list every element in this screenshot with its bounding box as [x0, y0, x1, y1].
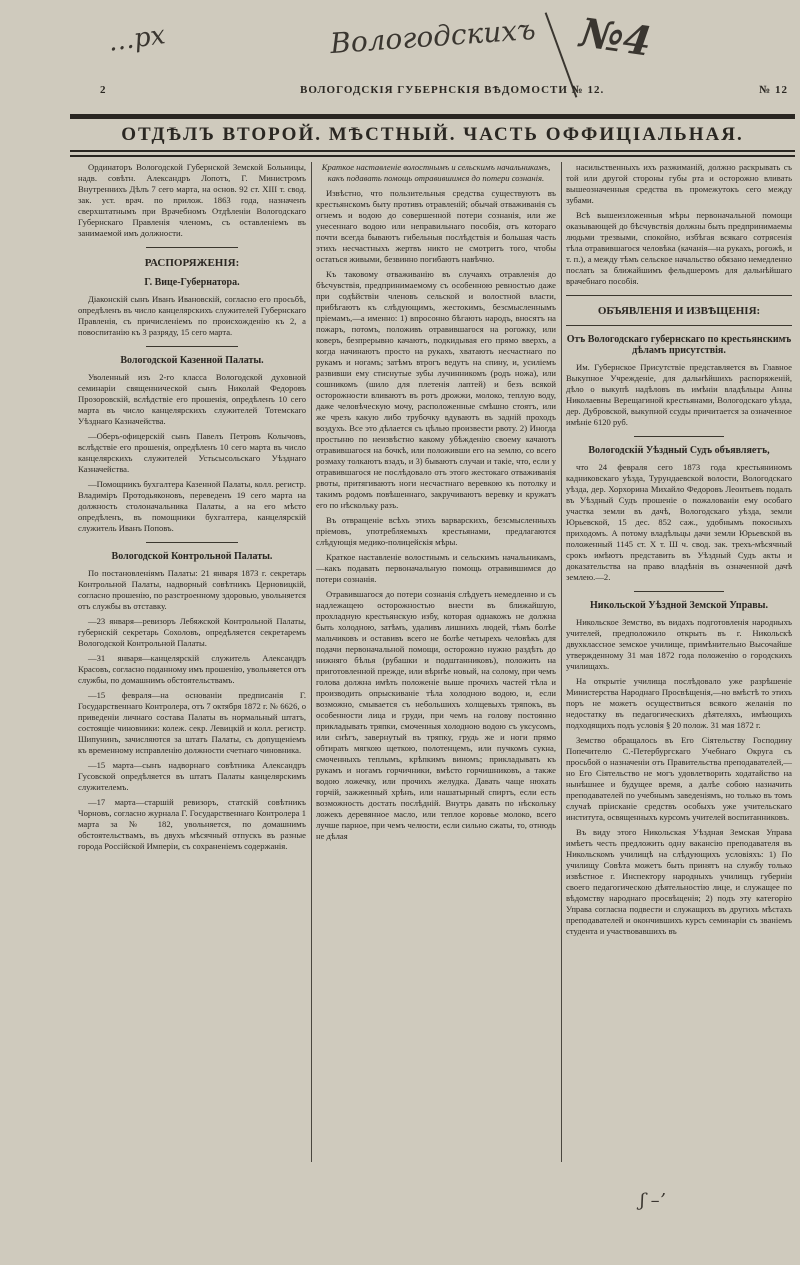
page-number-right: № 12: [759, 84, 788, 96]
handwritten-note-left: …рх: [106, 20, 168, 58]
column-2: [316, 162, 556, 846]
instruction-heading: Краткое наставленіе волостнымъ и сельскимъ начальникамъ, какъ подавать помощь отравившимся до потери сознанія.: [321, 162, 551, 183]
header-rule: [70, 114, 795, 119]
paragraph: —15 февраля—на основаніи предписанія Г. Государственнаго Контролера, отъ 7 октября 1872 г. № 6626, о приведеніи личнаго состава Палаты въ нормальный штатъ, состоящіе чиновники: колеж. секр. Левицкій и колл. регистр. Шипунинъ, зачисляются за штатъ Палаты, съ допущеніемъ къ временному исправленію должности счетнаго чиновника.: [78, 690, 306, 755]
paragraph: Всѣ вышеизложенныя мѣры первоначальной помощи оказывающей до бѣсчувствія должны быть предпринимаемы людьми трезвыми, спокойно, избѣгая всякаго сотрясенія тѣла отравившагося человѣка (качанія—на рукахъ, рогожѣ, и т. п.), а между тѣмъ сельское начальство обязано немедленно послать за ближайшимъ фельдшеромъ для дальнѣйшаго врачебнаго пособія.: [566, 210, 792, 286]
notices-heading: ОБЪЯВЛЕНІЯ И ИЗВѢЩЕНІЯ:: [597, 305, 761, 317]
paragraph: насильственныхъ ихъ разжиманій, должно раскрывать съ той или другой стороны губы рта и осторожно вливать вышеозначенныя средства въ промежутокъ сего между зубами.: [566, 162, 792, 205]
divider: [634, 591, 724, 592]
running-header: [70, 80, 790, 102]
column-1: [78, 162, 306, 856]
paragraph: —15 марта—сынъ надворнаго совѣтника Александръ Гусовской опредѣляется въ штатъ Палаты канцелярскимъ служителемъ.: [78, 760, 306, 792]
vice-governor-heading: Г. Вице-Губернатора.: [144, 277, 240, 288]
divider: [146, 247, 237, 248]
paragraph: —31 января—канцелярскій служитель Александръ Красовъ, согласно поданному имъ прошенію, увольняется отъ службы, по домашнимъ обстоятельствамъ.: [78, 653, 306, 685]
paragraph: Краткое наставленіе волостнымъ и сельскимъ начальникамъ,—какъ подавать первоначальную помощь отравившимся до потери сознанія.: [316, 552, 556, 584]
presence-heading: Отъ Вологодскаго губернскаго по крестьянскимъ дѣламъ присутствія.: [566, 334, 792, 356]
orders-heading: РАСПОРЯЖЕНІЯ:: [144, 257, 240, 269]
handwritten-number: №4: [577, 9, 655, 66]
divider: [146, 542, 237, 543]
divider: [566, 295, 792, 296]
paragraph: Извѣстно, что пользительныя средства существуютъ въ крестьянскомъ быту противъ отравленій; обычай отваживанія съ огнемъ и водою до совершенной потери сознанія, или же унесеннаго водою или неправильнаго пособія, отъ котораго почти всегда бываютъ гибельныя послѣдствія и большая часть этихъ несчастныхъ жертвъ никто не смотритъ того, чтобы остаться живыми, безвинно погибаютъ навѣчно.: [316, 188, 556, 264]
column-divider-2: [561, 162, 562, 1162]
divider: [566, 325, 792, 326]
paragraph: Никольское Земство, въ видахъ подготовленія народныхъ учителей, предположило открыть въ г. Никольскѣ двухклассное земское училище, примѣнительно Высочайше утвержденному 31 мая 1872 года положенію о городскихъ училищахъ.: [566, 617, 792, 671]
paragraph: —Оберъ-офицерскій сынъ Павелъ Петровъ Колычовъ, вслѣдствіе его прошенія, опредѣленъ 10 сего марта въ число канцелярскихъ служителей Устьсысольскаго Уѣзднаго Казначейства.: [78, 431, 306, 474]
paragraph: Діаконскій сынъ Иванъ Ивановскій, согласно его просьбѣ, опредѣленъ въ число канцелярскихъ служителей Губернскаго Правленія, съ причисленіемъ по происхожденію къ 2, а повоспитанію къ 3 разряду, 15 сего марта.: [78, 294, 306, 337]
column-divider-1: [311, 162, 312, 1162]
divider: [146, 346, 237, 347]
court-heading: Вологодскій Уѣздный Судъ объявляетъ,: [588, 445, 770, 456]
paragraph: Въ виду этого Никольская Уѣздная Земская Управа имѣетъ честь предложить одну вакансію преподавателя въ Никольскомъ училищѣ на слѣдующихъ условіяхъ: 1) По училищу Совѣта можетъ быть принятъ на службу только извѣстное г. Инспектору народныхъ училищъ губерніи своего педагогическою дѣятельностію лице, и служащее по вѣдомству народнаго просвѣщенія; 2) подъ эту категорію Управа согласна подвести и служащихъ въ другихъ мѣстахъ преподавателей и окончившихъ курсъ семинаріи съ званіемъ студента и участвовавшихъ въ: [566, 827, 792, 936]
running-title: ВОЛОГОДСКІЯ ГУБЕРНСКІЯ ВѢДОМОСТИ № 12.: [300, 84, 605, 96]
paragraph: Въ отвращеніе всѣхъ этихъ варварскихъ, безсмысленныхъ пріемовъ, употребляемыхъ крестьянами, предлагаются слѣдующія медико-полицейскія мѣры.: [316, 515, 556, 547]
paragraph: что 24 февраля сего 1873 года крестьяниномъ кадниковскаго уѣзда, Турундаевской волости, Вологодскаго уѣзда, дер. Хорхорина Михайло Федоровъ Леонтьевъ подалъ въ Уѣздный Судъ прошеніе о пожалованіи ему особаго участка земли въ дачѣ, Вологодскаго уѣзда, земли Юрьевской, 15 дес. 852 саж., удобнымъ покосныхъ приходомъ. А потому владѣльцы дачи земли Юрьевской въ положенный 1145 ст. X т. Ш ч. свод. зак. трехъ-мѣсячный срокъ имѣютъ представить въ Уѣздный Судъ акты и доказательства на право владѣнія въ означенной дачѣ землею.—2.: [566, 462, 792, 582]
zemstvo-heading: Никольской Уѣздной Земской Управы.: [590, 600, 768, 611]
handwritten-note-center: Вологодскихъ: [329, 12, 537, 61]
paragraph: На открытіе училища послѣдовало уже разрѣшеніе Министерства Народнаго Просвѣщенія,—но вмѣстѣ то этихъ поръ не можетъ осуществиться всякого желанія по недостатку въ педагогическихъ дѣятеляхъ, имѣющихъ подходящихъ подъ условія § 20 полож. 31 мая 1872 г.: [566, 676, 792, 730]
title-rule-bottom: [70, 155, 795, 157]
paragraph: Къ таковому отваживанію въ случаяхъ отравленія до бѣсчувствія, предпринимаемому съ особенною ревностью даже при содѣйствіи членовъ сельской и волостной власти, прибѣгаютъ къ слѣдующимъ, жестокимъ, безсмысленнымъ пріемамъ,—а именно: 1) впросонно бѣгають народъ, вносятъ на пожаръ, потомъ, положивъ отравившагося на рогожку, или коверъ, безпрерывно качаютъ, подкидывая его прямо вверхъ, а когда начинаютъ просто на рукахъ, хватаютъ несчастнаго по рукамъ и ногамъ; затѣмъ втрогъ ведутъ на спину, и, усиліемъ развивши ему стиснутые зубы лучинникомъ (родъ ножа), или сошникомъ (шило для плетенія лаптей) и безъ всякой осторожности вливаютъ въ ротъ дрожжи, молоко, теплую воду, даже человѣческую мочу, расположенные смѣшно стоятъ, или же чрезъ какую либо трубочку вдуваютъ въ задній проходъ воздухъ. Все это дѣлается съ цѣлью произвести рвоту. 2) Иногда простыню по неизвѣстно какому убѣжденію своему качаютъ отравившагося на бочкѣ, или положивши его на землю, со всего розмаху толкаютъ взадъ, и 3) бываютъ случаи и такіе, что, если у отравившагося не послѣдовало отъ этого жестокаго отваживанія рвоты, притягиваютъ ноги несчастнаго веревкою къ потолку и такимъ родомъ повѣшеннаго, закручиваютъ веревку и кружатъ его по нѣскольку разъ.: [316, 269, 556, 510]
paragraph: Отравившагося до потери сознанія слѣдуетъ немедленно и съ надлежащею осторожностью внести въ ближайшую, прохладную крестьянскую избу, которая однакожъ не должна быть холодною, затѣмъ, удаливъ лишнихъ людей, тѣмъ болѣе мальчиковъ и оставивъ всего не болѣе четырехъ человѣкъ для подачи первоначальной помощи, осторожно нужно раздѣть до нижняго бѣлья (рубашки и подштанниковъ), положить на приготовленной прежде, или вѣрнѣе новый, на солому, при чемъ голова должна имѣть положеніе выше прочихъ частей тѣла и производить опрыскиваніе тѣла холодною водою, и, если возможно, смывается съ небольшихъ холщевыхъ тряпокъ, въ особенности лица и груди, при чемъ на голову постоянно прикладывать тряпки, смоченныя холодною водою съ уксусомъ, или снѣгъ, завернутый въ тряпку, грудь же и ноги прямо обтирать мягкою щеткою, полотенцемъ, или пучкомъ сукна, смоченныхъ теплымъ, крѣпкимъ виномъ; прикладывать къ рукамъ и ногамъ горчичники, вмѣсто горчишниковъ, а также водою ложечку, или прочихъ желудка. Давать чаще нюхать горчій, зажженный хрѣнъ, или нашатырный спиртъ, если есть возможность достать послѣдній. Внутрь давать по нѣскольку ложекъ деревянное масло, или теплое коровье молоко, всего лучше парное, при чемъ челюсти, если сильно сжаты, то, отнюдь не дѣлая: [316, 589, 556, 841]
intro-paragraph: Ординаторъ Вологодской Губернской Земской Больницы, надв. совѣтн. Александръ Лопотъ, Г. Министромъ Внутреннихъ Дѣлъ 7 сего марта, на основ. 92 ст. XIII т. свод. зак. уст. врач. по прилож. 1863 года, назначенъ сверхштатнымъ при Врачебномъ Отдѣленіи Вологодскаго Губернскаго Правленія членомъ, съ оставленіемъ въ занимаемой имъ должности.: [78, 162, 306, 238]
column-3: [566, 162, 792, 941]
control-chamber-heading: Вологодской Контрольной Палаты.: [111, 551, 273, 562]
paragraph: Им. Губернское Присутствіе представляется въ Главное Выкупное Учрежденіе, для дальнѣйшихъ распоряженій, дѣло о выкупѣ надѣловъ въ имѣніи владѣльцы Анны Николаевны Верещагиной крестьянами, Вологодскаго уѣзда, дер. Дубровской, выкупной ссуды причитается за означенное имѣніе 6120 руб.: [566, 362, 792, 427]
divider: [634, 436, 724, 437]
paragraph: По постановленіямъ Палаты: 21 января 1873 г. секретарь Контрольной Палаты, надворный совѣтникъ Церновицкій, согласно прошенію, по разстроенному здоровью, увольняется отъ службы въ отставку.: [78, 568, 306, 611]
title-rule-top: [70, 150, 795, 152]
paragraph: Земство обращалось въ Его Сіятельству Господину Попечителю С.-Петербургскаго Учебнаго Округа съ просьбой о назначеніи отъ Правительства преподавателей,—но Его Сіятельство не могъ удовлетворить ходатайство на нынѣшнее и будущее время, а далѣе собою назначить преподавателей по учебнымъ заведеніямъ, но только въ томъ случаѣ пріисканіе средствъ особыхъ уже учительскаго института, освященныхъ курсомъ учителей воспитанниковъ.: [566, 735, 792, 822]
paragraph: —17 марта—старшій ревизоръ, статскій совѣтникъ Чорновъ, согласно журнала Г. Государственнаго Контролера 1 марта за № 182, увольняется, по домашнимъ обстоятельствамъ, въ двухъ мѣсячный отпускъ въ разные города Россійской Имперіи, съ сохраненіемъ содержанія.: [78, 797, 306, 851]
section-title: ОТДѢЛЪ ВТОРОЙ. МѢСТНЫЙ. ЧАСТЬ ОФФИЦІАЛЬНАЯ.: [121, 124, 744, 145]
treasury-heading: Вологодской Казенной Палаты.: [120, 355, 264, 366]
paragraph: —Помощникъ бухгалтера Казенной Палаты, колл. регистр. Владиміръ Протодьяконовъ, переведенъ 19 сего марта на должность столоначальника Палаты, а на его мѣсто опредѣленъ, въ помощники бухгалтера, канцелярскій служитель Иванъ Поповъ.: [78, 479, 306, 533]
paragraph: Уволенный изъ 2-го класса Вологодской духовной семинаріи священнической сынъ Николай Федоровъ Прозоровскій, вслѣдствіе его прошенія, опредѣленъ 10 сего марта въ число канцелярскихъ служителей Тотемскаго Уѣзднаго Казначейства.: [78, 372, 306, 426]
page-number-left: 2: [100, 84, 107, 96]
paragraph: —23 января—ревизоръ Лебяжской Контрольной Палаты, губернскій секретарь Сохоловъ, опредѣляется секретаремъ Вологодской Контрольной Палаты.: [78, 616, 306, 648]
handwritten-mark-bottom: ʃ –ʼ: [640, 1190, 666, 1211]
